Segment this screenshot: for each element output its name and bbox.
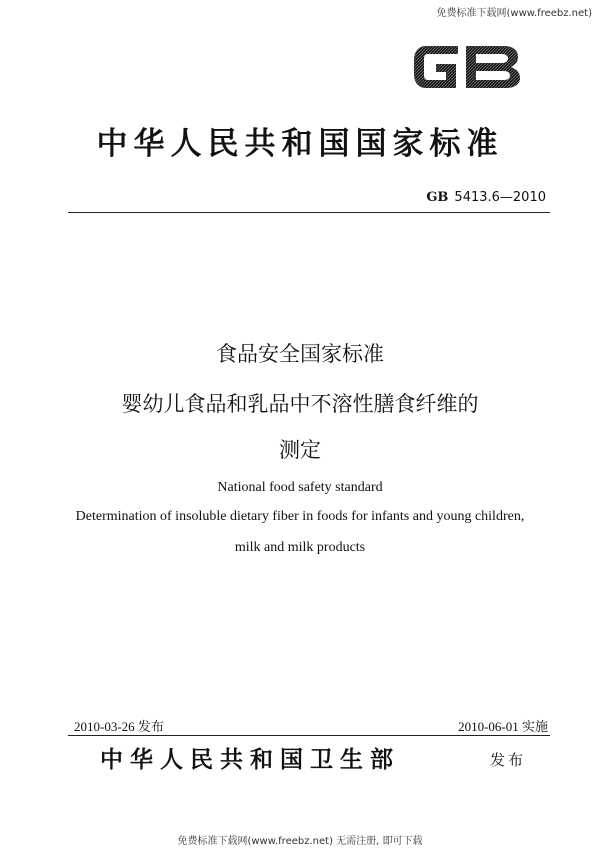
standard-number xyxy=(426,190,546,205)
implementation-date: 2010-06-01 实施 xyxy=(458,719,548,734)
standard-prefix: GB xyxy=(426,190,449,205)
publish-label: 发布 xyxy=(490,751,527,769)
en-title-line-1: National food safety standard xyxy=(217,480,383,495)
issue-date: 2010-03-26 发布 xyxy=(74,719,164,734)
en-title-line-2: Determination of insoluble dietary fiber in foods for infants and young children, xyxy=(75,509,525,524)
header-divider xyxy=(68,212,550,213)
cn-title-line-3: 测定 xyxy=(279,438,321,462)
en-title-line-3: milk and milk products xyxy=(234,540,366,555)
watermark-bottom: 免费标准下载网(www.freebz.net) 无需注册, 即可下载 xyxy=(177,836,423,847)
national-standard-title: 中华人民共和国国家标准 xyxy=(96,126,504,162)
standard-code: 5413.6—2010 xyxy=(454,190,546,205)
issuing-ministry: 中华人民共和国卫生部 xyxy=(100,747,400,773)
watermark-top: 免费标准下载网(www.freebz.net) xyxy=(436,8,592,19)
gb-logo xyxy=(408,36,526,98)
cn-title-line-1: 食品安全国家标准 xyxy=(216,342,384,366)
footer-divider xyxy=(68,735,550,736)
cn-title-line-2: 婴幼儿食品和乳品中不溶性膳食纤维的 xyxy=(121,392,479,416)
